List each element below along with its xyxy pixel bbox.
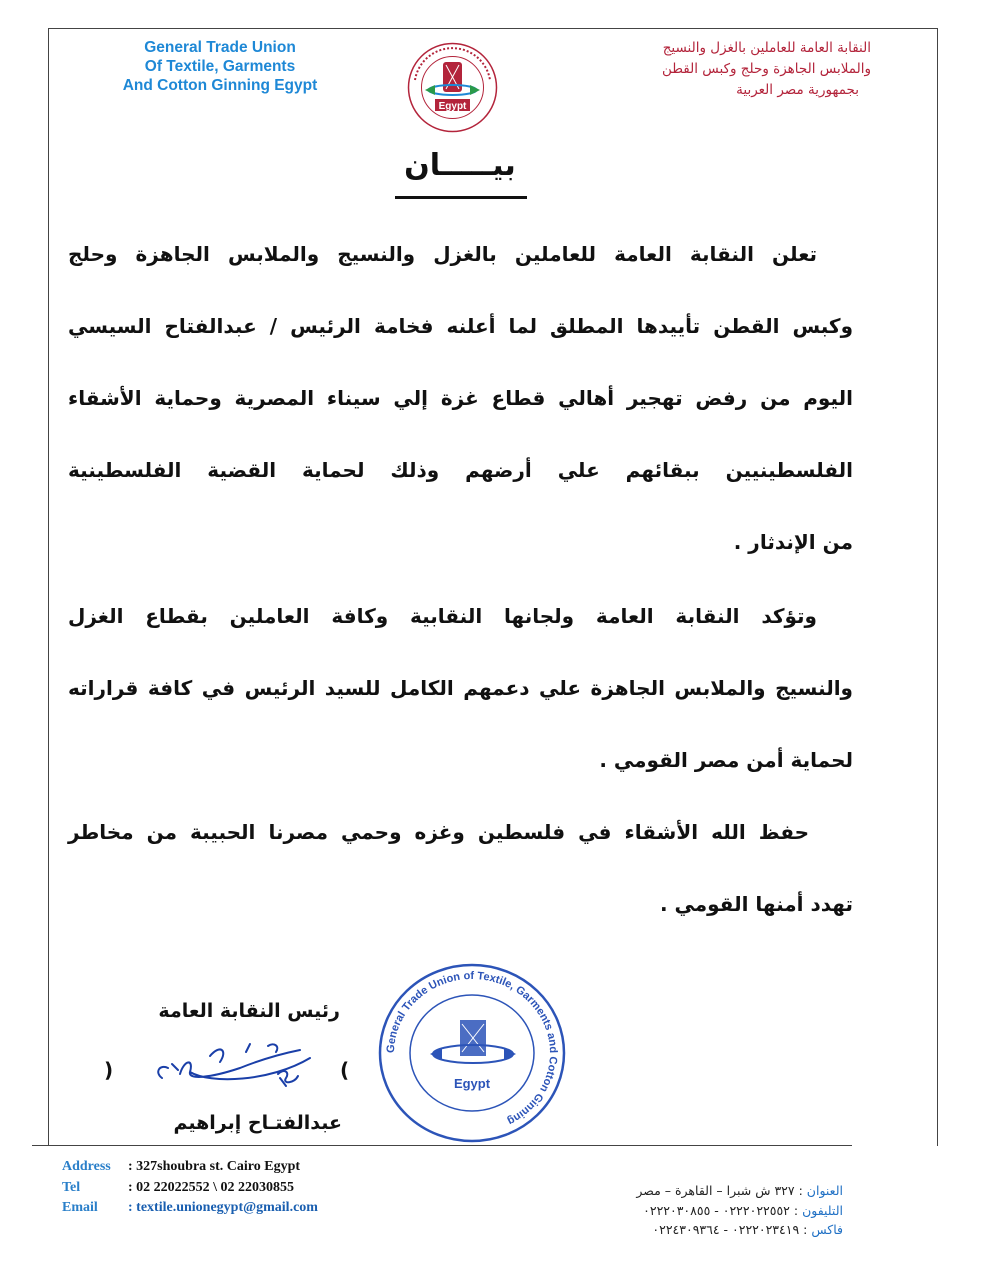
union-logo <box>405 40 500 135</box>
stamp-center-label: Egypt <box>453 1076 491 1091</box>
body-line: وتؤكد النقابة العامة ولجانها النقابية وكافة العاملين بقطاع الغزل <box>68 604 817 628</box>
body-line: وكبس القطن تأييدها المطلق لما أعلنه فخامة الرئيس / عبدالفتاح السيسي <box>68 314 853 338</box>
footer-value: : 02 22022552 \ 02 22030855 <box>128 1179 295 1195</box>
footer-email-row <box>62 1198 318 1219</box>
letterhead-ar-line: بجمهورية مصر العربية <box>736 82 859 98</box>
footer-ar-phone-row <box>523 1201 843 1221</box>
letterhead-en-line: Of Textile, Garments <box>144 58 296 75</box>
stamp-ring-text: General Trade Union of Textile, Garments and Cotton Ginning <box>384 969 560 1128</box>
footer-ar-value: : ٠٢٢٢٠٢٣٤١٩ - ٠٢٢٤٣٠٩٣٦٤ <box>652 1222 808 1237</box>
footer-label: Address <box>62 1159 111 1174</box>
footer-ar-fax-row <box>523 1220 843 1240</box>
footer-ar-label: العنوان <box>806 1183 843 1198</box>
signatory-title: رئيس النقابة العامة <box>158 1000 340 1022</box>
frame-right-border <box>937 28 938 1146</box>
handwritten-signature <box>150 1038 330 1098</box>
footer-ar-value: : ٠٢٢٢٠٢٢٥٥٢ - ٠٢٢٢٠٣٠٨٥٥ <box>643 1202 799 1218</box>
signatory-name: عبدالفتـاح إبراهيم <box>173 1112 342 1134</box>
footer-label: Email <box>62 1200 98 1215</box>
body-line: تهدد أمنها القومي . <box>659 892 853 916</box>
logo-label: Egypt <box>438 101 467 112</box>
footer-contact-english <box>62 1157 318 1219</box>
body-line: من الإندثار . <box>733 530 853 554</box>
letterhead-en-line: And Cotton Ginning Egypt <box>122 77 318 94</box>
body-line: حفظ الله الأشقاء في فلسطين وغزه وحمي مصرنا الحبيبة من مخاطر <box>68 820 809 844</box>
official-stamp <box>372 958 572 1148</box>
signature-paren-close: ) <box>104 1058 114 1082</box>
footer-ar-value: : ٣٢٧ ش شبرا – القاهرة – مصر <box>636 1183 803 1198</box>
letterhead-arabic <box>571 38 871 101</box>
body-line: اليوم من رفض تهجير أهالي قطاع غزة إلي سيناء المصرية وحماية الأشقاء <box>68 386 853 410</box>
body-line: لحماية أمن مصر القومي . <box>599 748 853 772</box>
letterhead-ar-line: النقابة العامة للعاملين بالغزل والنسيج <box>662 40 871 56</box>
footer-address-row <box>62 1157 318 1178</box>
statement-body <box>68 236 853 958</box>
footer-label: Tel <box>62 1179 81 1195</box>
footer-email-link[interactable]: : textile.unionegypt@gmail.com <box>128 1200 318 1215</box>
title-underline <box>395 196 527 199</box>
signature-paren-open: ( <box>340 1058 350 1082</box>
footer-contact-arabic <box>523 1181 843 1240</box>
body-line: الفلسطينيين ببقائهم علي أرضهم وذلك لحماية القضية الفلسطينية <box>68 458 853 482</box>
footer-value: : 327shoubra st. Cairo Egypt <box>128 1159 301 1174</box>
frame-left-border <box>48 28 49 1146</box>
letterhead-english <box>100 38 340 95</box>
body-line: والنسيج والملابس الجاهزة علي دعمهم الكامل للسيد الرئيس في كافة قراراته <box>68 676 853 700</box>
footer-ar-label: فاكس <box>811 1222 843 1237</box>
body-line: تعلن النقابة العامة للعاملين بالغزل والنسيج والملابس الجاهزة وحلج <box>68 242 817 266</box>
letterhead-ar-line: والملابس الجاهزة وحلج وكبس القطن <box>661 61 871 77</box>
letterhead-en-line: General Trade Union <box>144 39 296 56</box>
footer-tel-row <box>62 1178 318 1199</box>
footer-ar-address-row <box>523 1181 843 1201</box>
document-title: بيـــــان <box>404 148 516 183</box>
frame-top-border <box>48 28 937 29</box>
footer-ar-label: التليفون <box>802 1202 843 1218</box>
